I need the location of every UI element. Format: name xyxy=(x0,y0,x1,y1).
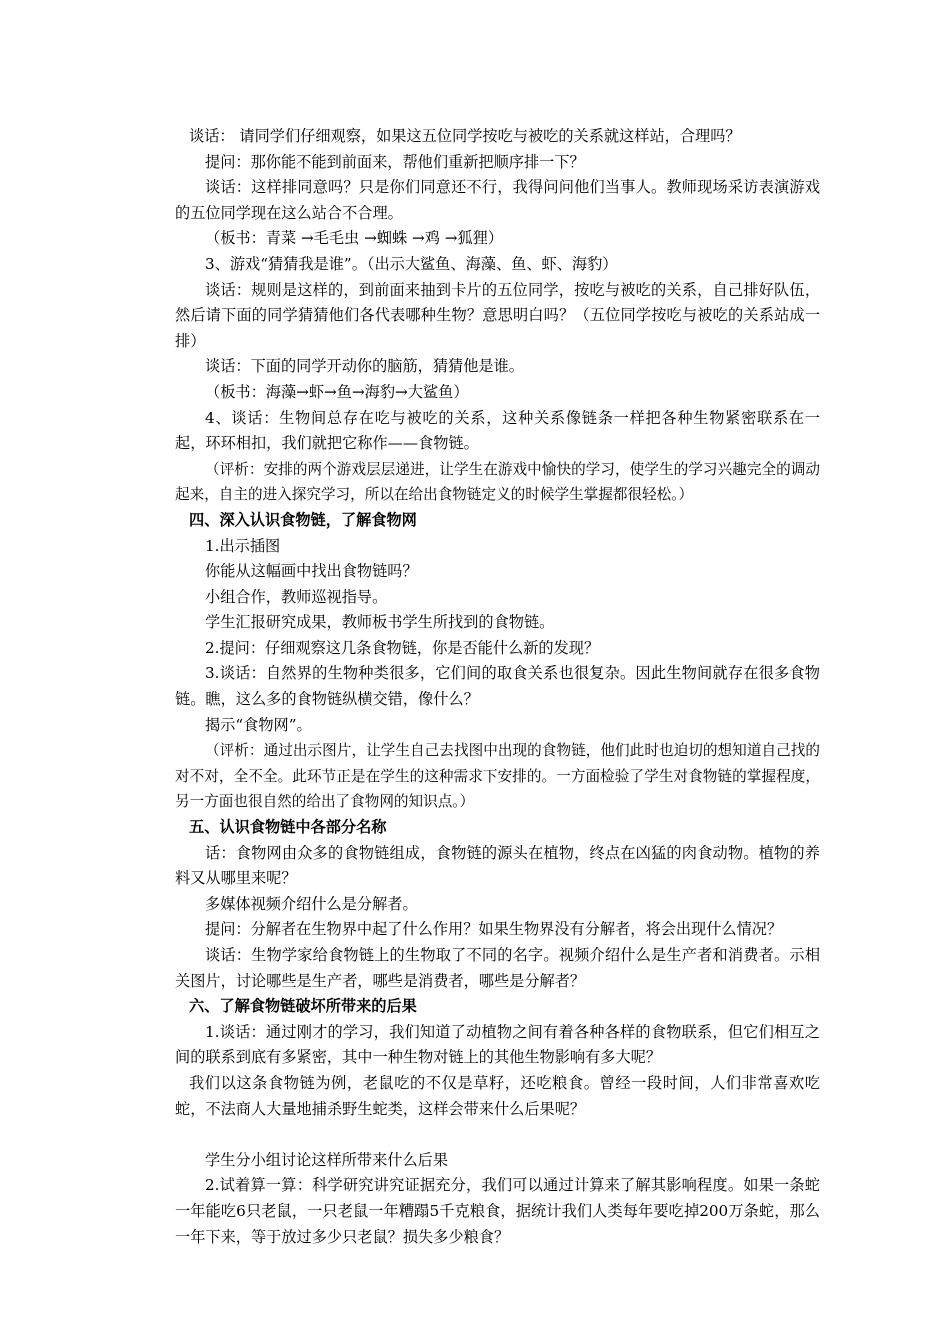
paragraph: 2.提问：仔细观察这几条食物链，你是否能什么新的发现？ xyxy=(205,638,600,657)
blank-line xyxy=(175,1122,820,1148)
section-heading: 五、认识食物链中各部分名称 xyxy=(189,818,387,837)
paragraph: 3.谈话：自然界的生物种类很多，它们间的取食关系也很复杂。因此生物间就存在很多食物链。瞧，这么多的食物链纵横交错，像什么？ xyxy=(175,664,820,709)
paragraph: 多媒体视频介绍什么是分解者。 xyxy=(205,894,418,913)
paragraph: 你能从这幅画中找出食物链吗？ xyxy=(205,562,418,581)
paragraph: 提问：那你能不能到前面来，帮他们重新把顺序排一下？ xyxy=(205,152,585,171)
paragraph: 谈话： 请同学们仔细观察，如果这五位同学按吃与被吃的关系就这样站，合理吗？ xyxy=(189,127,741,145)
paragraph: 提问：分解者在生物界中起了什么作用？如果生物界没有分解者，将会出现什么情况？ xyxy=(205,920,783,939)
comment-paragraph: （评析：通过出示图片，让学生自己去找图中出现的食物链，他们此时也迫切的想知道自己找的对不对，全不全。此环节正是在学生的这种需求下安排的。一方面检验了学生对食物链的掌握程度，另一方面也很自然的给出了食物网的知识点。） xyxy=(175,742,820,811)
paragraph: 4、谈话：生物间总存在吃与被吃的关系，这种关系像链条一样把各种生物紧密联系在一起，环环相扣，我们就把它称作——食物链。 xyxy=(175,408,820,453)
paragraph: （板书：青菜 →毛毛虫 →蜘蛛 →鸡 →狐狸） xyxy=(205,229,504,248)
paragraph: 3、游戏“猜猜我是谁”。（出示大鲨鱼、海藻、鱼、虾、海豹） xyxy=(205,254,618,273)
paragraph: 谈话：生物学家给食物链上的生物取了不同的名字。视频介绍什么是生产者和消费者。示相关图片，讨论哪些是生产者，哪些是消费者，哪些是分解者？ xyxy=(175,946,820,990)
section-heading: 四、深入认识食物链，了解食物网 xyxy=(189,510,417,529)
paragraph: 1.出示插图 xyxy=(205,536,281,555)
paragraph: 小组合作，教师巡视指导。 xyxy=(205,587,388,606)
document-body xyxy=(175,124,820,1250)
paragraph: 2.试着算一算：科学研究讲究证据充分，我们可以通过计算来了解其影响程度。如果一条蛇一年能吃6只老鼠，一只老鼠一年糟蹋5千克粮食，据统计我们人类每年要吃掉200万条蛇，那么一年下来，等于放过多少只老鼠？损失多少粮食？ xyxy=(175,1176,820,1246)
paragraph: 揭示“食物网”。 xyxy=(205,715,312,734)
comment-paragraph: （评析：安排的两个游戏层层递进，让学生在游戏中愉快的学习，使学生的学习兴趣完全的调动起来，自主的进入探究学习，所以在给出食物链定义的时候学生掌握都很轻松。） xyxy=(175,460,820,504)
paragraph: 谈话：下面的同学开动你的脑筋，猜猜他是谁。 xyxy=(205,357,524,376)
paragraph: 谈话：这样排同意吗？只是你们同意还不行，我得问问他们当事人。教师现场采访表演游戏的五位同学现在这么站合不合理。 xyxy=(175,178,820,222)
paragraph: 1.谈话：通过刚才的学习，我们知道了动植物之间有着各种各样的食物联系，但它们相互之间的联系到底有多紧密，其中一种生物对链上的其他生物影响有多大呢？ xyxy=(175,1022,820,1067)
paragraph: 学生汇报研究成果，教师板书学生所找到的食物链。 xyxy=(205,613,555,632)
paragraph: （板书：海藻→虾→鱼→海豹→大鲨鱼） xyxy=(205,382,469,401)
paragraph: 谈话：规则是这样的，到前面来抽到卡片的五位同学，按吃与被吃的关系，自己排好队伍，然后请下面的同学猜猜他们各代表哪种生物？意思明白吗？（五位同学按吃与被吃的关系站成一排） xyxy=(175,280,820,350)
paragraph: 我们以这条食物链为例，老鼠吃的不仅是草籽，还吃粮食。曾经一段时间，人们非常喜欢吃蛇，不法商人大量地捕杀野生蛇类，这样会带来什么后果呢？ xyxy=(175,1073,820,1118)
paragraph: 学生分小组讨论这样所带来什么后果 xyxy=(205,1150,448,1169)
paragraph: 话：食物网由众多的食物链组成，食物链的源头在植物，终点在凶猛的肉食动物。植物的养料又从哪里来呢？ xyxy=(175,843,820,888)
section-heading: 六、了解食物链破坏所带来的后果 xyxy=(189,997,417,1016)
